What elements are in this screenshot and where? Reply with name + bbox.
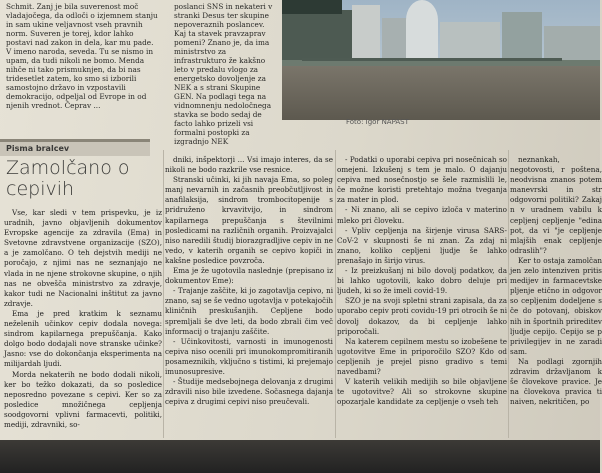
paragraph: Ema je že ugotovila naslednje (prepisano iz dokumentov Eme): [165, 266, 333, 286]
paragraph: Ker to ostaja zamolčan jen zelo intenziven pritis medijev in farmacevtske pljenje etično in odgovor so cepljenim dodeljene s če do potovanj, obiskov nih in športnih prireditev ljudje cepijo. Cepijo se p privilegijev in ne zaradi sam. [510, 255, 602, 356]
paragraph: - Trajanje zaščite, ki jo zagotavlja cepivo, ni znano, saj se še vedno ugotavlja v potekajočih kliničnih preskušanjih. Cepljene bodo spremljali še dve leti, da bodo zbrali čim več informacij o trajanju zaščite. [165, 286, 333, 336]
paragraph: Na katerem cepilnem mestu so izobešene te ugotovitve Eme in priporočilo SZO? Kdo od cepljenih je prejel pisno gradivo s temi navedbami? [337, 336, 507, 376]
paragraph: - Podatki o uporabi cepiva pri nosečnicah so omejeni. Izkušenj s tem je malo. O dajanju cepiva med nosečnostjo se šele razmislili le, če možne koristi pretehtajo možna tveganja za mater in plod. [337, 155, 507, 205]
article-column-2 [165, 155, 333, 438]
paragraph: Morda nekaterih ne bodo dodali nikoli, ker bo težko dokazati, da so posledice neposredno povezane s cepivi. Ker so za posledice množičnega cepljenja soodgovorni vplivni farmacevti, politiki, mediji, zdravniki, so- [4, 369, 162, 429]
column-divider [508, 150, 509, 438]
paragraph: - Študije medsebojnega delovanja z drugimi zdravili niso bile izvedene. Sočasnega dajanja cepiva z drugimi cepivi niso preučevali. [165, 377, 333, 407]
section-tag [0, 139, 150, 156]
article-headline: Zamolčano o cepivih [6, 157, 130, 200]
section-tag-label: Pisma bralcev [6, 144, 70, 153]
paragraph: - Ni znano, ali se cepivo izloča v materino mleko pri človeku. [337, 205, 507, 225]
paragraph: - Iz preizkušanj ni bilo dovolj podatkov, da bi lahko ugotovili, kako dobro deluje pri ljudeh, ki so že imeli covid-19. [337, 266, 507, 296]
paragraph: SZO je na svoji spletni strani zapisala, da za uporabo cepiv proti covidu-19 pri otrocih še ni dovolj dokazov, da bi cepljenje lahko priporočali. [337, 296, 507, 336]
paragraph: dniki, inšpektorji ... Vsi imajo interes, da se nikoli ne bodo razkrile vse resnice. [165, 155, 333, 175]
paragraph: Ema je pred kratkim k seznamu neželenih učinkov cepiv dodala novega: sindrom kapilarnega prepuščanja. Kako dolgo bodo dodajali nove stranske učinke? Jasno: vse do dokončanja eksperimenta na milijardah ljudi. [4, 308, 162, 369]
article-column-3 [337, 155, 507, 438]
column-divider [163, 150, 164, 438]
paragraph: Vse, kar sledi v tem prispevku, je iz uradnih, javno objavljenih dokumentov Evropske agencije za zdravila (Ema) in Svetovne zdravstvene organizacije (SZO), a je zamolčano. O teh dejstvih mediji ne poročajo, z njimi nas ne seznanjajo ne vlada in ne njene strokovne skupine, o njih nas ne obvešča ministrstvo za zdravje, kakor tudi ne Nacionalni inštitut za javno zdravje. [4, 208, 162, 308]
column-divider [335, 150, 336, 438]
photo-image [282, 0, 600, 120]
paragraph: Stranski učinki, ki jih navaja Ema, so poleg manj nevarnih in začasnih preobčutljivost in anafilaksija, sindrom trombocitopenije s pridruženo krvavitvijo, in sindrom kapilarnega prepuščanja s številnimi posledicami na različnih organih. Proizvajalci niso naredili študij biorazgradljive cepiv in ne vedo, v katerih organih se cepivo kopiči in kakšne posledice povzroča. [165, 175, 333, 265]
photo-caption: Foto: Igor NAPAST [346, 118, 409, 126]
previous-article-text: Schmit. Zanj je bila suverenost moč vladajočega, da odloči o izjemnem stanju in sam ukine veljavnost vseh pravnih norm. Suveren je torej, kdor lahko postavi nad zakon in dela, kar mu pade. V imeno naroda, seveda. Tu se nismo in upam, da tudi nikoli ne bomo. Menda nihče ni tako prismuknjen, da bi nas tridesetlet zatem, ko smo si izborili samostojno državo in vzpostavili demokracijo, odpeljal od Evrope in od njenih vrednot. Čeprav ... [6, 2, 158, 110]
article-column-1 [4, 208, 162, 438]
table-surface [0, 440, 600, 473]
paragraph: - Učinkovitosti, varnosti in imunogenosti cepiva niso ocenili pri imunokompromitiranih posameznikih, vključno s tistimi, ki prejemajo imunosupresive. [165, 336, 333, 376]
paragraph: - Vpliv cepljenja na širjenje virusa SARS-CoV-2 v skupnosti še ni znan. Za zdaj ni znano, koliko cepljeni ljudje še lahko prenašajo in širijo virus. [337, 225, 507, 265]
paragraph: V katerih velikih medijih so bile objavljene te ugotovitve? Ali so strokovne skupine opozarjale kandidate za cepljenje o vseh teh [337, 377, 507, 407]
nuclear-plant-photo [282, 0, 600, 120]
article-column-4 [510, 155, 602, 438]
paragraph: neznankah, negotovosti, r poštena, neodvisna znanos potem manevrski in str odgovorni politiki? Zakaj n v uradnem vabilu k cepljenj cepljenje "edina pot, da vi "je cepljenje mlajših enak cepljenje odraslih"? [510, 155, 602, 255]
paragraph: Na podlagi zgornjih zdravim državljanom k še človekove pravice. Je na človekova pravica ti naiven, nekritičen, po [510, 356, 602, 407]
previous-article-column: poslanci SNS in nekateri v stranki Desus ter skupine nepoveraznih poslancev. Kaj ta stavek pravzaprav pomeni? Znano je, da ima ministrstvo za infrastrukturo že kakšno leto v predalu vlogo za energetsko dovoljenje za NEK a s strani Skupine GEN. Na podlagi tega na vidnomnenju nedoločnega stavka se bodo sedaj de facto lahko prizeli vsi formalni postopki za izgradnjo NEK [174, 2, 273, 146]
